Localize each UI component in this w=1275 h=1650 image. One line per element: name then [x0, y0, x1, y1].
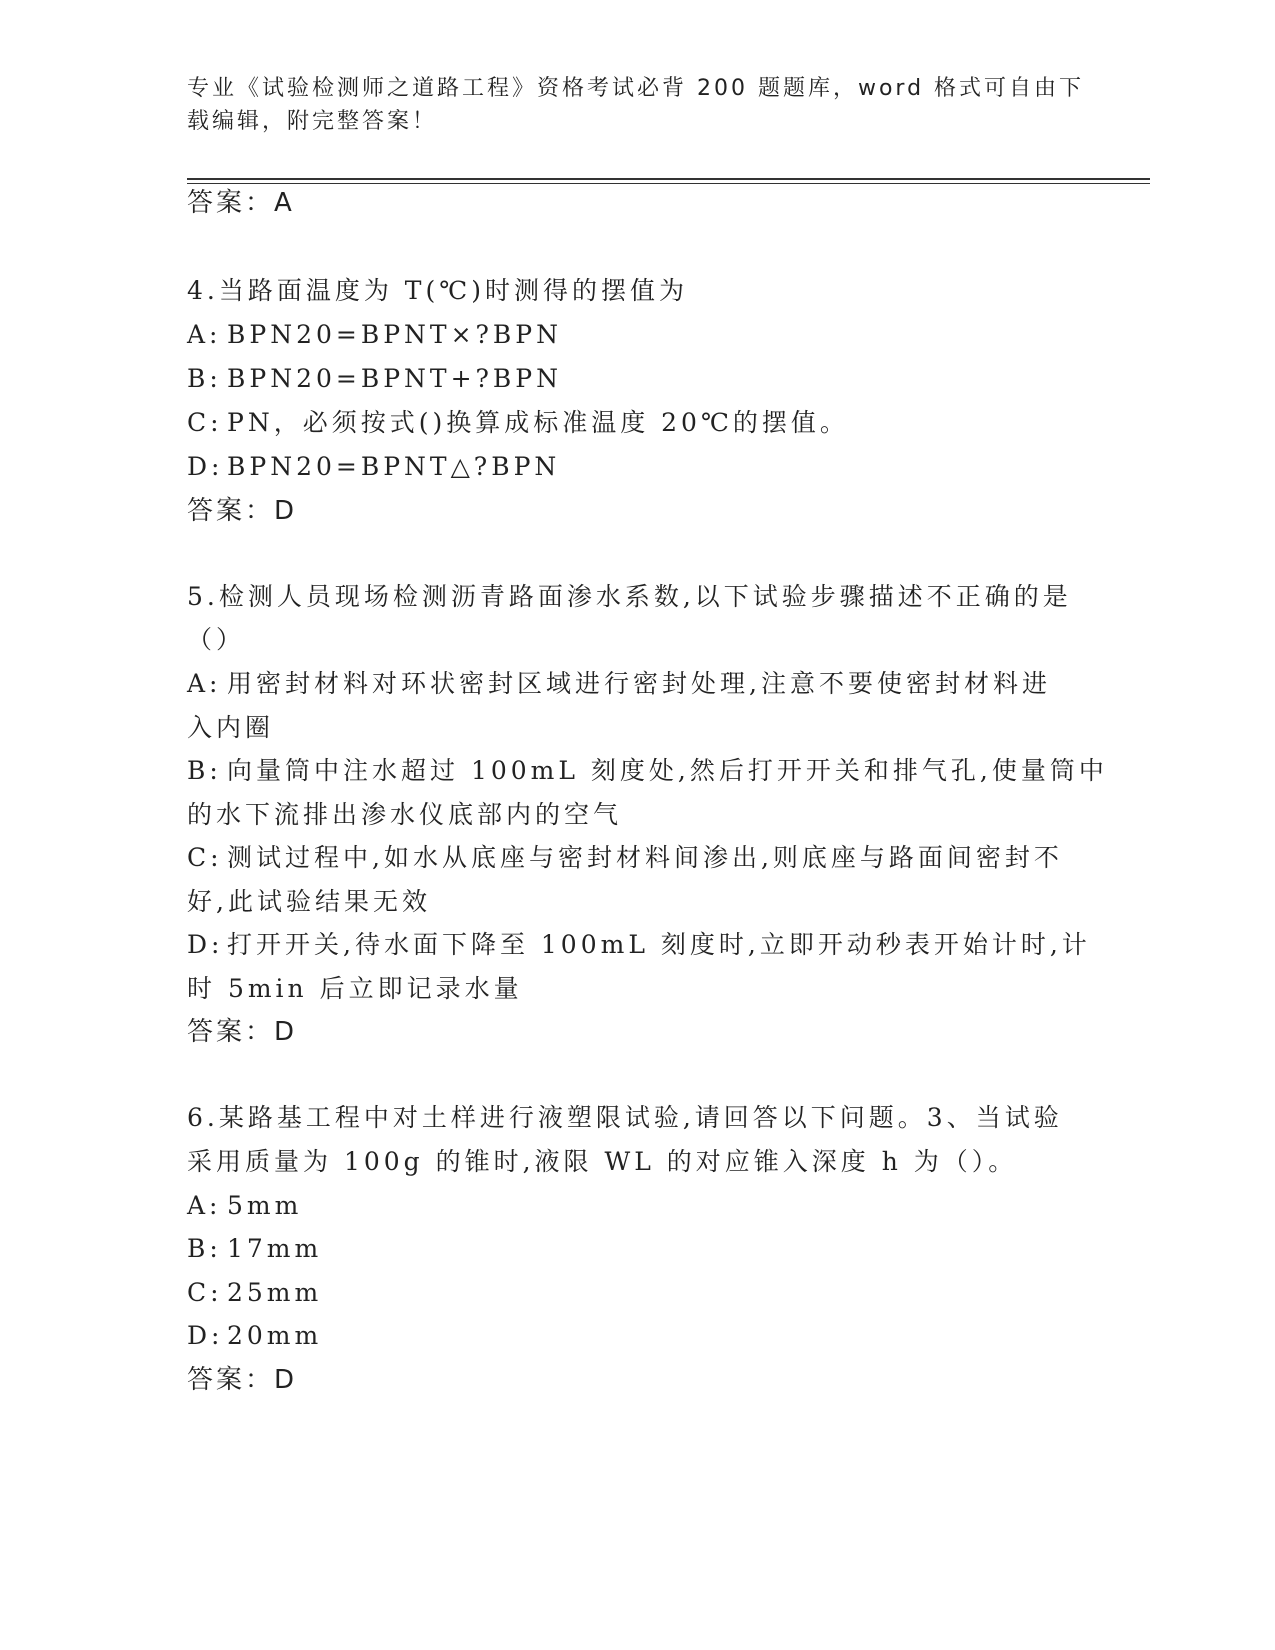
option-c: [187, 843, 1063, 873]
option-a: [187, 1191, 302, 1221]
header-text: 专业《试验检测师之道路工程》资格考试必背 200 题题库，word 格式可自由下载编辑，附完整答案！: [187, 76, 1085, 134]
question-stem: 4.当路面温度为 T(℃)时测得的摆值为: [187, 276, 688, 305]
question-stem-line2: 采用质量为 100g 的锥时,液限 WL 的对应锥入深度 h 为（）。: [187, 1147, 1018, 1176]
option-letter: A:: [187, 320, 222, 349]
question-stem-line2: （）: [187, 625, 246, 654]
option-text: 向量筒中注水超过 100mL 刻度处,然后打开开关和排气孔,使量筒中: [227, 756, 1108, 785]
answer-q3: 答案：A: [187, 188, 295, 218]
question-stem-line1: 6.某路基工程中对土样进行液塑限试验,请回答以下问题。3、当试验: [187, 1103, 1063, 1132]
option-a: [187, 320, 562, 350]
option-text: 20mm: [227, 1321, 323, 1350]
answer-q5: 答案：D: [187, 1017, 298, 1047]
option-a: [187, 669, 1051, 699]
header-divider-thick: [187, 178, 1150, 180]
option-letter: D:: [187, 930, 224, 959]
option-b-continued: 的水下流排出渗水仪底部内的空气: [187, 800, 623, 829]
option-b: [187, 1234, 322, 1264]
header-divider-thin: [187, 183, 1150, 184]
option-text: BPN20=BPNT+?BPN: [227, 364, 562, 393]
option-letter: C:: [187, 408, 223, 437]
option-letter: B:: [187, 364, 222, 393]
option-d: [187, 452, 560, 482]
option-letter: D:: [187, 452, 224, 481]
option-letter: B:: [187, 1234, 222, 1263]
option-d-continued: 时 5min 后立即记录水量: [187, 974, 523, 1003]
option-b: [187, 756, 1108, 786]
option-b: [187, 364, 562, 394]
option-text: BPN20=BPNT△?BPN: [227, 452, 561, 481]
option-c-continued: 好,此试验结果无效: [187, 887, 431, 916]
option-letter: A:: [187, 1191, 222, 1220]
option-c: [187, 1278, 322, 1308]
option-letter: D:: [187, 1321, 224, 1350]
option-d: [187, 930, 1091, 960]
option-text: 5mm: [227, 1191, 303, 1220]
option-text: 打开开关,待水面下降至 100mL 刻度时,立即开动秒表开始计时,计: [227, 930, 1091, 959]
option-d: [187, 1321, 322, 1351]
question-stem-line1: 5.检测人员现场检测沥青路面渗水系数,以下试验步骤描述不正确的是: [187, 582, 1072, 611]
answer-q4: 答案：D: [187, 496, 298, 526]
option-letter: C:: [187, 843, 223, 872]
option-letter: C:: [187, 1278, 223, 1307]
option-a-continued: 入内圈: [187, 713, 275, 742]
option-letter: B:: [187, 756, 222, 785]
option-text: 测试过程中,如水从底座与密封材料间渗出,则底座与路面间密封不: [227, 843, 1063, 872]
option-letter: A:: [187, 669, 222, 698]
option-c: [187, 408, 849, 438]
option-text: 17mm: [227, 1234, 323, 1263]
option-text: PN，必须按式()换算成标准温度 20℃的摆值。: [227, 408, 849, 437]
answer-q6: 答案：D: [187, 1365, 298, 1395]
option-text: 25mm: [227, 1278, 323, 1307]
option-text: 用密封材料对环状密封区域进行密封处理,注意不要使密封材料进: [227, 669, 1051, 698]
option-text: BPN20=BPNT×?BPN: [227, 320, 562, 349]
